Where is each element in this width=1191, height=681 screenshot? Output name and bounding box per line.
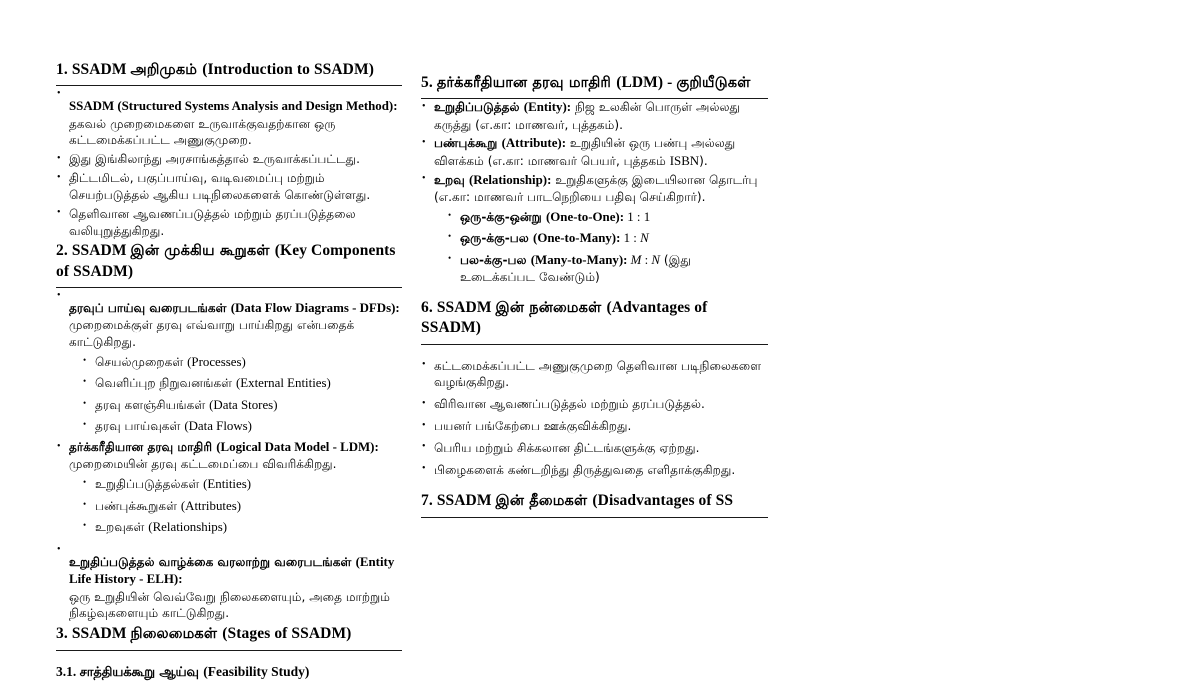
list-item-entity — [421, 99, 768, 133]
heading-3-english-prefix: SSADM — [71, 625, 131, 643]
many-to-many-english: (Many-to-Many): — [530, 252, 628, 267]
heading-section-5 — [421, 73, 768, 99]
heading-6-number: 6. — [421, 298, 437, 316]
list-item — [421, 358, 768, 392]
list-section-2-elh — [56, 542, 402, 554]
sublist-item-english: (Processes) — [187, 355, 246, 370]
list-item — [421, 440, 768, 457]
sublist-item-tamil: வெளிப்புற நிறுவனங்கள் — [95, 376, 236, 391]
list-item-empty — [56, 86, 402, 98]
list-item-ldm — [56, 439, 402, 536]
list-item-text: பெரிய மற்றும் சிக்கலான திட்டங்களுக்கு ஏற்றது. — [434, 440, 700, 455]
heading-5-tamil: தர்க்கரீதியான தரவு மாதிரி — [436, 74, 617, 91]
heading-7-tamil: இன் தீமைகள் — [495, 492, 593, 510]
heading-7-number: 7. — [421, 492, 437, 510]
relationship-label-english: (Relationship): — [469, 172, 552, 187]
entity-label-tamil: உறுதிப்படுத்தல் — [434, 100, 524, 115]
list-item-elh — [56, 554, 402, 622]
heading-2-english-suffix: (Key Components of SSADM) — [56, 242, 396, 280]
attribute-isbn: ISBN — [669, 153, 700, 168]
list-section-2 — [56, 288, 402, 300]
notation-prefix: 1 : — [627, 209, 644, 224]
sublist-item — [83, 397, 402, 414]
list-section-2-ldm — [56, 439, 402, 536]
list-section-5 — [421, 99, 768, 285]
elh-label-english: (Entity Life History - ELH): — [69, 555, 395, 587]
many-to-many-note: (இது உடைக்கப்பட வேண்டும்) — [460, 252, 691, 284]
heading-5-dash: - — [667, 74, 677, 91]
notation-suffix: 1 — [643, 209, 651, 224]
notation-variable-n: N — [651, 252, 661, 267]
heading-1-number: 1. — [56, 61, 72, 78]
list-item — [421, 462, 768, 479]
one-to-many-notation — [620, 231, 648, 245]
heading-1-tamil: அறிமுகம் — [130, 61, 203, 78]
sublist-ldm-components — [69, 476, 402, 536]
heading-section-7 — [421, 491, 768, 517]
one-to-one-notation — [624, 210, 650, 224]
heading-2-tamil: இன் முக்கிய கூறுகள் — [130, 242, 275, 260]
attribute-text-end: ). — [699, 153, 708, 168]
one-to-many-tamil: ஒரு-க்கு-பல — [460, 231, 534, 246]
notation-variable-m: M — [630, 252, 642, 267]
notation-colon: : — [641, 252, 652, 267]
heading-2-number: 2. — [56, 242, 72, 260]
list-section-6 — [421, 358, 768, 479]
list-item-text: இது இங்கிலாந்து அரசாங்கத்தால் உருவாக்கப்பட்டது. — [69, 152, 360, 167]
heading-3-tamil: நிலைமைகள் — [130, 625, 223, 643]
list-item-text: தெளிவான ஆவணப்படுத்தல் மற்றும் தரப்படுத்தலை வலியுறுத்துகிறது. — [69, 206, 356, 238]
elh-text: ஒரு உறுதியின் வெவ்வேறு நிலைகளையும், அதை மாற்றும் நிகழ்வுகளையும் காட்டுகிறது. — [69, 589, 390, 621]
heading-6-tamil: இன் நன்மைகள் — [495, 298, 607, 316]
heading-7-english-suffix: (Disadvantages of SS — [592, 492, 734, 510]
heading-1-english-suffix: (Introduction to SSADM) — [202, 61, 374, 78]
heading-5-number: 5. — [421, 74, 437, 91]
sublist-item-english: (Relationships) — [148, 519, 228, 534]
heading-7-english-prefix: SSADM — [436, 492, 496, 510]
list-item — [421, 396, 768, 413]
list-item-ssadm-definition — [56, 98, 402, 149]
dfd-label-tamil: தரவுப் பாய்வு வரைபடங்கள் — [69, 301, 231, 316]
sublist-item-tamil: செயல்முறைகள் — [95, 355, 188, 370]
list-item — [56, 170, 402, 204]
many-to-many-tamil: பல-க்கு-பல — [460, 252, 531, 267]
heading-5-english: (LDM) — [616, 74, 668, 91]
relationship-text: உறுதிகளுக்கு இடையிலான தொடர்பு (எ.கா: மாணவர் பாடநெறியை பதிவு செய்கிறார்). — [434, 172, 758, 205]
many-to-many-notation — [627, 253, 660, 267]
heading-3-1-english: (Feasibility Study) — [203, 663, 310, 679]
list-item — [56, 151, 402, 168]
entity-text: நிஜ உலகின் பொருள் அல்லது கருத்து (எ.கா: மாணவர், புத்தகம்). — [434, 100, 741, 132]
sublist-item — [83, 375, 402, 392]
one-to-many-english: (One-to-Many): — [533, 231, 621, 246]
list-item — [56, 206, 402, 240]
ssadm-definition-text: தகவல் முறைமைகளை உருவாக்குவதற்கான ஒரு கட்டமைக்கப்பட்ட அணுகுமுறை. — [69, 116, 336, 148]
elh-label-tamil: உறுதிப்படுத்தல் வாழ்க்கை வரலாற்று வரைபடங்கள் — [69, 555, 356, 570]
sublist-item-tamil: பண்புக்கூறுகள் — [95, 498, 181, 513]
heading-3-1-number: 3.1. — [56, 663, 80, 679]
heading-section-1 — [56, 60, 402, 86]
sublist-item-english: (Entities) — [203, 477, 252, 492]
notation-prefix: 1 : — [623, 231, 641, 246]
heading-section-6 — [421, 298, 768, 345]
right-column — [421, 60, 768, 518]
sublist-item — [83, 354, 402, 371]
list-item-empty — [56, 288, 402, 300]
sublist-item-tamil: உறவுகள் — [95, 519, 149, 534]
left-column — [56, 60, 402, 681]
dfd-text: முறைமைக்குள் தரவு எவ்வாறு பாய்கிறது என்பதைக் காட்டுகிறது. — [69, 318, 355, 350]
heading-3-number: 3. — [56, 625, 72, 643]
list-section-1 — [56, 86, 402, 98]
notation-variable: N — [640, 231, 649, 246]
heading-1-english-prefix: SSADM — [71, 61, 131, 78]
heading-5-tamil-2: குறியீடுகள் — [676, 74, 751, 91]
heading-section-3 — [56, 624, 402, 650]
sublist-item-tamil: தரவு களஞ்சியங்கள் — [95, 397, 210, 412]
sublist-cardinalities — [434, 209, 768, 286]
list-item-dfd — [56, 300, 402, 435]
heading-6-english-suffix: (Advantages of SSADM) — [421, 298, 708, 337]
heading-2-english-prefix: SSADM — [71, 242, 131, 260]
dfd-label-english: (Data Flow Diagrams - DFDs): — [230, 301, 400, 316]
ldm-label-tamil: தர்க்கரீதியான தரவு மாதிரி — [69, 440, 217, 455]
list-item-text: திட்டமிடல், பகுப்பாய்வு, வடிவமைப்பு மற்றும் செயற்படுத்தல் ஆகிய படிநிலைகளைக் கொண்டுள்ளது. — [69, 171, 371, 202]
heading-3-english-suffix: (Stages of SSADM) — [222, 625, 352, 643]
sublist-item — [83, 519, 402, 536]
list-item-attribute — [421, 135, 768, 169]
list-item — [421, 418, 768, 435]
sublist-item-english: (Data Stores) — [209, 397, 278, 412]
sublist-item-tamil: தரவு பாய்வுகள் — [95, 418, 185, 433]
sublist-item-many-to-many — [448, 252, 768, 286]
heading-3-1-tamil: சாத்தியக்கூறு ஆய்வு — [79, 664, 204, 680]
sublist-item-english: (External Entities) — [235, 376, 331, 391]
sublist-item — [83, 418, 402, 435]
ldm-label-english: (Logical Data Model - LDM): — [216, 440, 379, 455]
attribute-text: உறுதியின் ஒரு பண்பு அல்லது விளக்கம் (எ.கா: மாணவர் பெயர், புத்தகம் — [434, 136, 736, 168]
heading-section-2 — [56, 241, 402, 288]
list-item-text: கட்டமைக்கப்பட்ட அணுகுமுறை தெளிவான படிநிலைகளை வழங்குகிறது. — [434, 358, 762, 390]
list-section-1-rest — [56, 151, 402, 239]
sublist-item-english: (Data Flows) — [184, 418, 252, 433]
list-item-relationship — [421, 172, 768, 286]
relationship-label-tamil: உறவு — [434, 172, 469, 187]
list-item-text: பிழைகளைக் கண்டறிந்து திருத்துவதை எளிதாக்குகிறது. — [434, 462, 736, 477]
ldm-text: முறைமையின் தரவு கட்டமைப்பை விவரிக்கிறது. — [69, 457, 337, 472]
list-item-empty — [56, 542, 402, 554]
attribute-label-tamil: பண்புக்கூறு — [434, 136, 502, 151]
entity-label-english: (Entity): — [523, 100, 572, 115]
list-item-text: பயனர் பங்கேற்பை ஊக்குவிக்கிறது. — [434, 419, 632, 434]
sublist-item — [83, 498, 402, 515]
sublist-item-english: (Attributes) — [180, 498, 242, 513]
one-to-one-english: (One-to-One): — [545, 209, 625, 224]
sublist-item-tamil: உறுதிப்படுத்தல்கள் — [95, 477, 204, 492]
one-to-one-tamil: ஒரு-க்கு-ஒன்று — [460, 209, 546, 224]
sublist-item — [83, 476, 402, 493]
sublist-item-one-to-many — [448, 230, 768, 247]
sublist-item-one-to-one — [448, 209, 768, 226]
list-item-text: விரிவான ஆவணப்படுத்தல் மற்றும் தரப்படுத்தல். — [434, 397, 705, 412]
heading-section-3-1 — [56, 663, 402, 681]
heading-6-english-prefix: SSADM — [436, 298, 496, 316]
attribute-label-english: (Attribute): — [501, 136, 567, 151]
sublist-dfd-components — [69, 354, 402, 435]
ssadm-definition-label: SSADM (Structured Systems Analysis and Design Method): — [69, 99, 398, 114]
